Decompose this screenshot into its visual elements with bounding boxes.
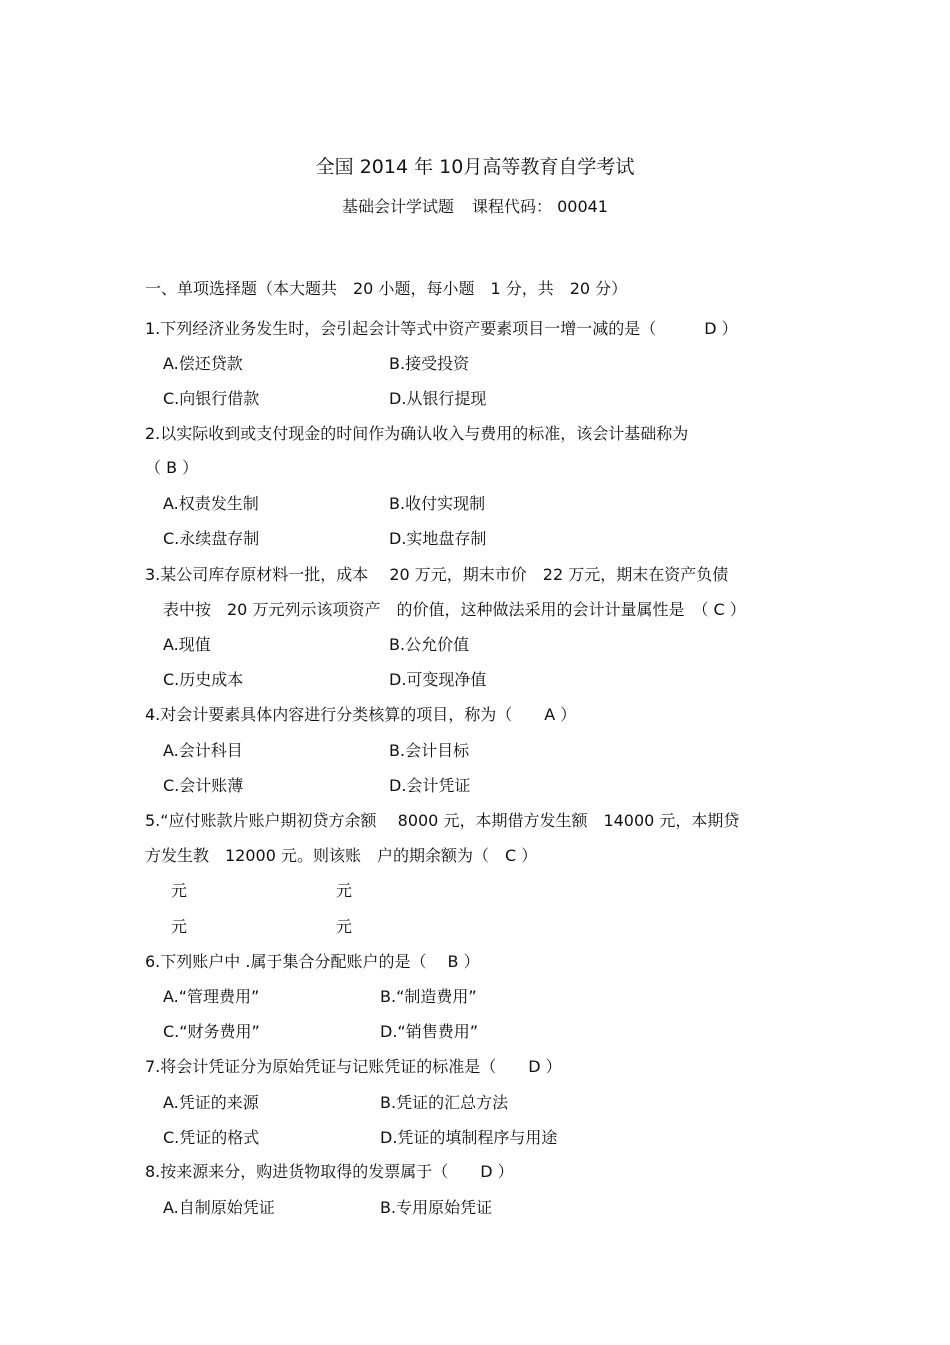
exam-subtitle [0,194,950,217]
question-2-option-d: D.实地盘存制 [389,529,487,548]
subject-name: 基础会计学试题 [341,197,454,216]
question-1-option-c: C.向银行借款 [163,389,260,408]
question-8-option-b: B.专用原始凭证 [380,1198,493,1217]
question-3-stem-cont: 表中按 20 万元列示该项资产 的价值，这种做法采用的会计计量属性是 （ C ） [163,600,746,619]
question-6-option-a: A.“管理费用” [163,987,260,1006]
question-7-option-b: B.凭证的汇总方法 [380,1093,509,1112]
question-5-stem-cont: 方发生教 12000 元。则该账 户的期余额为（ C ） [145,846,538,865]
question-4-option-a: A.会计科目 [163,741,243,760]
question-2-option-b: B.收付实现制 [389,494,486,513]
section-heading: 一、单项选择题（本大题共 20 小题，每小题 1 分，共 20 分） [145,279,628,298]
exam-title: 全国 2014 年 10月高等教育自学考试 [315,156,635,178]
question-6-option-b: B.“制造费用” [380,987,477,1006]
question-7-option-d: D.凭证的填制程序与用途 [380,1128,558,1147]
question-5-option-b: 元 [336,881,353,900]
question-2-option-c: C.永续盘存制 [163,529,260,548]
question-1-option-d: D.从银行提现 [389,389,487,408]
question-4-option-c: C.会计账薄 [163,776,244,795]
question-4-stem: 4.对会计要素具体内容进行分类核算的项目，称为（ A ） [145,705,577,724]
question-6-stem: 6.下列账户中 .属于集合分配账户的是（ B ） [145,952,480,971]
question-2-stem: 2.以实际收到或支付现金的时间作为确认收入与费用的标准，该会计基础称为 [145,424,689,443]
question-3-option-d: D.可变现净值 [389,670,487,689]
question-8-option-a: A.自制原始凭证 [163,1198,275,1217]
question-5-option-d: 元 [336,917,353,936]
question-4-option-b: B.会计目标 [389,741,470,760]
question-3-option-b: B.公允价值 [389,635,470,654]
question-1-option-b: B.接受投资 [389,354,470,373]
question-3-option-a: A.现值 [163,635,211,654]
question-5-stem: 5.“应付账款片账户期初贷方余额 8000 元，本期借方发生额 14000 元，本期贷 [145,811,740,830]
question-5-option-c: 元 [171,917,188,936]
question-7-stem: 7.将会计凭证分为原始凭证与记账凭证的标准是（ D ） [145,1057,562,1076]
question-1-stem: 1.下列经济业务发生时，会引起会计等式中资产要素项目一增一减的是（ D ） [145,319,738,338]
question-2-stem-cont: （ B ） [145,458,199,477]
question-5-option-a: 元 [171,881,188,900]
question-4-option-d: D.会计凭证 [389,776,471,795]
question-6-option-c: C.“财务费用” [163,1022,260,1041]
question-2-option-a: A.权责发生制 [163,494,259,513]
question-3-stem: 3.某公司库存原材料一批，成本 20 万元，期末市价 22 万元，期末在资产负债 [145,565,729,584]
question-7-option-a: A.凭证的来源 [163,1093,259,1112]
question-8-stem: 8.按来源来分，购进货物取得的发票属于（ D ） [145,1162,514,1181]
question-1-option-a: A.偿还贷款 [163,354,243,373]
course-code: 课程代码： 00041 [472,197,608,216]
question-3-option-c: C.历史成本 [163,670,244,689]
question-6-option-d: D.“销售费用” [380,1022,478,1041]
question-7-option-c: C.凭证的格式 [163,1128,260,1147]
